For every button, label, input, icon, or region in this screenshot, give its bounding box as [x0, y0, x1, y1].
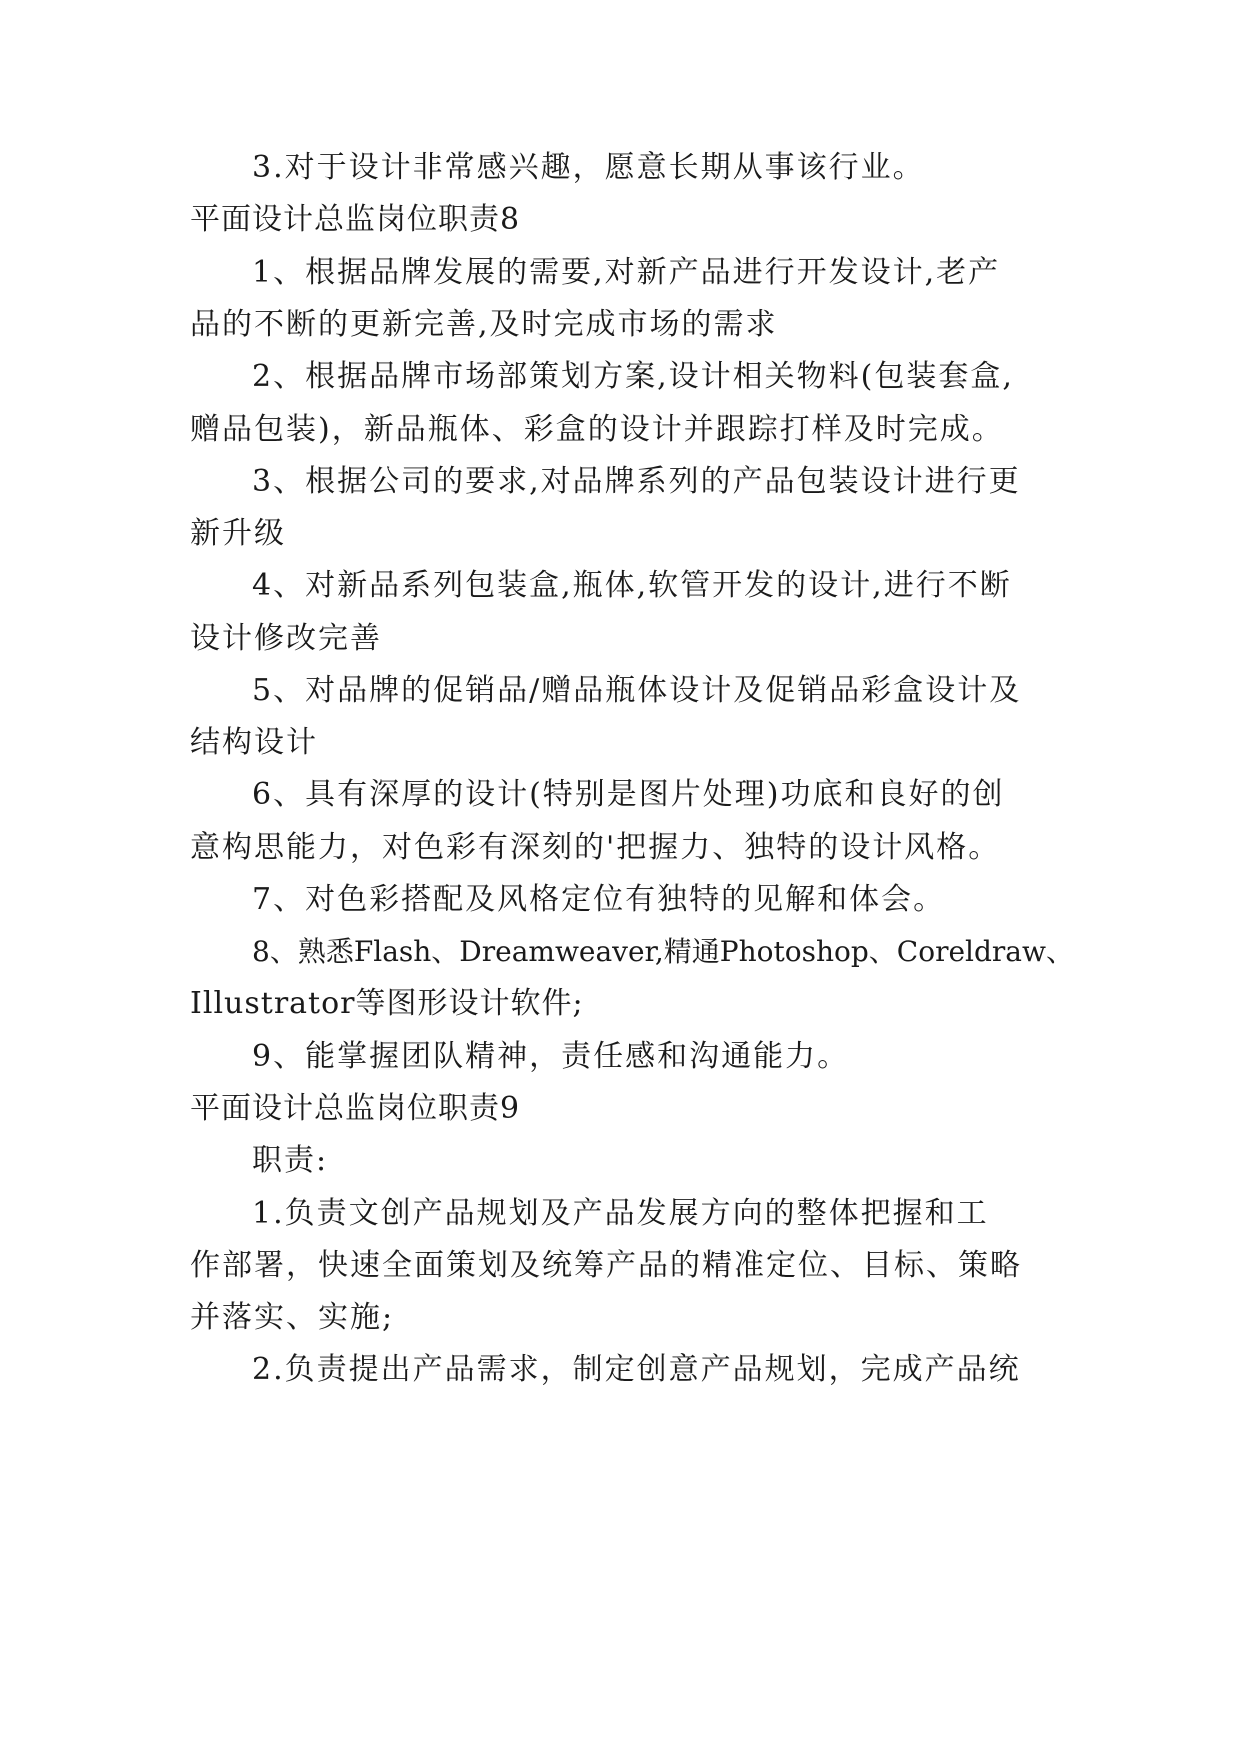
paragraph-line: 并落实、实施; — [190, 1300, 395, 1335]
paragraph-line: 3.对于设计非常感兴趣，愿意长期从事该行业。 — [252, 150, 925, 185]
paragraph-line: 1.负责文创产品规划及产品发展方向的整体把握和工 — [252, 1196, 989, 1231]
paragraph-line: 4、对新品系列包装盒,瓶体,软管开发的设计,进行不断 — [252, 568, 1012, 603]
paragraph-line: 意构思能力，对色彩有深刻的'把握力、独特的设计风格。 — [190, 830, 1001, 865]
paragraph-line: 赠品包装)，新品瓶体、彩盒的设计并跟踪打样及时完成。 — [190, 412, 1004, 447]
paragraph-line: 5、对品牌的促销品/赠品瓶体设计及促销品彩盒设计及 — [252, 673, 1022, 708]
paragraph-line: 职责: — [252, 1143, 329, 1178]
paragraph-line: 品的不断的更新完善,及时完成市场的需求 — [190, 307, 778, 342]
paragraph-line: 7、对色彩搭配及风格定位有独特的见解和体会。 — [252, 882, 946, 917]
paragraph-line: 结构设计 — [190, 725, 318, 760]
section-heading: 平面设计总监岗位职责9 — [190, 1091, 521, 1126]
paragraph-line: 6、具有深厚的设计(特别是图片处理)功底和良好的创 — [252, 777, 1005, 812]
paragraph-line: 新升级 — [190, 516, 286, 551]
paragraph-line: 3、根据公司的要求,对品牌系列的产品包装设计进行更 — [252, 464, 1021, 499]
paragraph-line: 2.负责提出产品需求，制定创意产品规划，完成产品统 — [252, 1352, 1021, 1387]
paragraph-line: 1、根据品牌发展的需要,对新产品进行开发设计,老产 — [252, 255, 1001, 290]
paragraph-line: 作部署，快速全面策划及统筹产品的精准定位、目标、策略 — [190, 1248, 1022, 1283]
paragraph-line: 8、熟悉Flash、Dreamweaver,精通Photoshop、Coreldraw、 — [252, 935, 1074, 968]
paragraph-line: 9、能掌握团队精神，责任感和沟通能力。 — [252, 1039, 850, 1074]
paragraph-line: 设计修改完善 — [190, 621, 382, 656]
section-heading: 平面设计总监岗位职责8 — [190, 202, 521, 237]
paragraph-line: 2、根据品牌市场部策划方案,设计相关物料(包装套盒, — [252, 359, 1014, 394]
paragraph-line: Illustrator等图形设计软件; — [190, 986, 584, 1021]
